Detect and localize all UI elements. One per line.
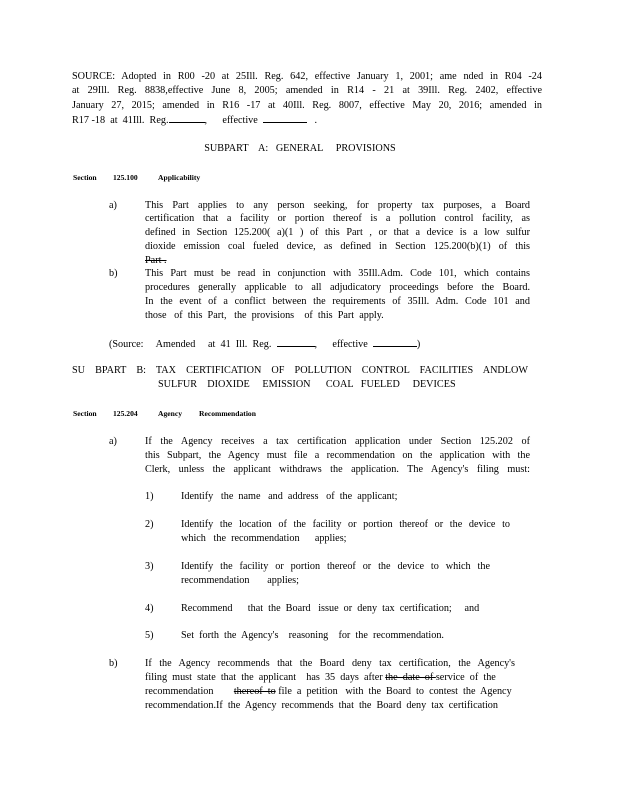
s204-b-line-1: If the Agency recommends that the Board deny tax certification, the Agency's xyxy=(145,658,515,669)
item-4-number: 4) xyxy=(145,603,154,614)
s100-b-line-4: those of this Part, the provisions of this Part apply. xyxy=(145,310,384,321)
s100-b-line-3: In the event of a conflict between the requirements of 35Ill. Adm. Code 101 and xyxy=(145,296,530,307)
source-line-4-start: R17 -18 at 41Ill. Reg. xyxy=(72,115,169,126)
source-amendment-effective: , effective xyxy=(314,339,368,350)
section-100-label: Section xyxy=(73,173,97,182)
s204-b-line-3-end: file a petition with the Board to contest the Agency xyxy=(275,686,512,697)
s204-b-line-3 xyxy=(145,685,512,698)
subpart-a-heading: SUBPART A: GENERAL PROVISIONS xyxy=(204,143,396,154)
source-amendment-note xyxy=(109,337,420,351)
item-5-line-1: Set forth the Agency's reasoning for the recommendation. xyxy=(181,630,444,641)
blank-effective xyxy=(263,113,307,123)
section-204-label: Section xyxy=(73,409,97,418)
s204-b-label: b) xyxy=(109,658,118,669)
s204-b-line-2-start: filing must state that the applicant has 35 days after xyxy=(145,672,386,683)
section-100-title: Applicability xyxy=(158,173,201,182)
section-204-title-1: Agency xyxy=(158,409,183,418)
s204-b-line-2-deleted: the date of xyxy=(385,672,436,683)
item-3-line-1: Identify the facility or portion thereof or the device to which the xyxy=(181,561,490,572)
s204-a-line-2: this Subpart, the Agency must file a recommendation on the application with the xyxy=(145,450,530,461)
s204-b-line-3-deleted: thereof to xyxy=(233,686,276,697)
source-amendment-end: ) xyxy=(416,339,421,350)
subpart-b-heading-line-1: SU BPART B: TAX CERTIFICATION OF POLLUTION CONTROL FACILITIES ANDLOW xyxy=(72,365,528,376)
s100-a-label: a) xyxy=(109,200,117,211)
s100-b-label: b) xyxy=(109,268,118,279)
s100-a-line-3: defined in Section 125.200( a)(1 ) of this Part , or that a device is a low sulfur xyxy=(145,227,530,238)
section-204-title-2: Recommendation xyxy=(199,409,256,418)
source-line-4-effective: , effective xyxy=(204,115,258,126)
s204-b-line-2 xyxy=(145,671,496,684)
s100-a-line-5-deleted: Part . xyxy=(145,255,167,266)
item-2-line-2: which the recommendation applies; xyxy=(181,533,347,544)
s204-a-line-1: If the Agency receives a tax certification application under Section 125.202 of xyxy=(145,436,530,447)
source-line-1: SOURCE: Adopted in R00 -20 at 25Ill. Reg. 642, effective January 1, 2001; ame nded in R04 -24 xyxy=(72,71,542,82)
section-100-number: 125.100 xyxy=(113,173,138,182)
item-1-number: 1) xyxy=(145,491,154,502)
s204-a-line-3: Clerk, unless the applicant withdraws the application. The Agency's filing must: xyxy=(145,464,530,475)
item-1-line-1: Identify the name and address of the applicant; xyxy=(181,491,398,502)
source-line-2: at 29Ill. Reg. 8838,effective June 8, 2005; amended in R14 - 21 at 39Ill. Reg. 2402, effective xyxy=(72,85,542,96)
item-2-number: 2) xyxy=(145,519,154,530)
blank-reg xyxy=(169,113,205,123)
source-line-4 xyxy=(72,113,317,127)
source-line-3: January 27, 2015; amended in R16 -17 at 40Ill. Reg. 8007, effective May 20, 2016; amended in xyxy=(72,100,542,111)
s204-b-line-4: recommendation.If the Agency recommends that the Board deny tax certification xyxy=(145,700,498,711)
blank-effective-2 xyxy=(373,337,417,347)
item-2-line-1: Identify the location of the facility or portion thereof or the device to xyxy=(181,519,510,530)
source-line-4-end: . xyxy=(314,115,318,126)
s100-a-line-2: certification that a facility or portion thereof is a pollution control facility, as xyxy=(145,213,530,224)
s204-b-line-2-end: service of the xyxy=(435,672,496,683)
item-3-line-2: recommendation applies; xyxy=(181,575,299,586)
s204-a-label: a) xyxy=(109,436,117,447)
s204-b-line-3-start: recommendation xyxy=(145,686,234,697)
subpart-b-heading-line-2: SULFUR DIOXIDE EMISSION COAL FUELED DEVICES xyxy=(158,379,456,390)
s100-b-line-1: This Part must be read in conjunction with 35Ill.Adm. Code 101, which contains xyxy=(145,268,530,279)
s100-b-line-2: procedures generally applicable to all adjudicatory proceedings before the Board. xyxy=(145,282,530,293)
section-204-number: 125.204 xyxy=(113,409,138,418)
item-5-number: 5) xyxy=(145,630,154,641)
blank-reg-2 xyxy=(277,337,315,347)
item-3-number: 3) xyxy=(145,561,154,572)
source-amendment-start: (Source: Amended at 41 Ill. Reg. xyxy=(109,339,272,350)
s100-a-line-1: This Part applies to any person seeking, for property tax purposes, a Board xyxy=(145,200,530,211)
s100-a-line-4: dioxide emission coal fueled device, as defined in Section 125.200(b)(1) of this xyxy=(145,241,530,252)
item-4-line-1: Recommend that the Board issue or deny tax certification; and xyxy=(181,603,480,614)
